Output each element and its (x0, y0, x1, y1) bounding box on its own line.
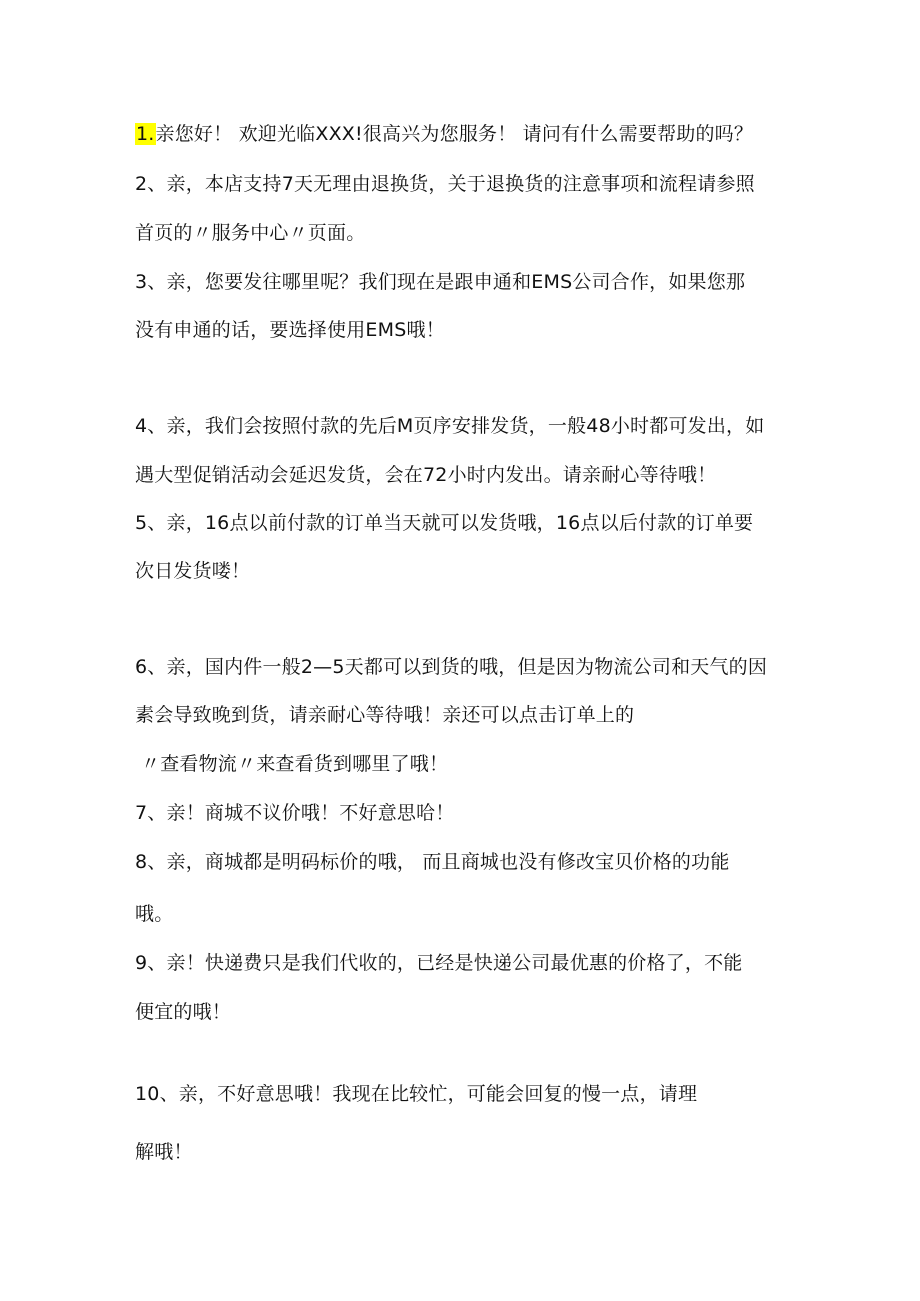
item-3-line-1: 3、亲，您要发往哪里呢？我们现在是跟申通和EMS公司合作，如果您那 (135, 271, 746, 293)
item-6-line-2: 素会导致晚到货，请亲耐心等待哦！亲还可以点击订单上的 (135, 704, 635, 726)
item-1-text: 亲您好！ 欢迎光临XXX!很高兴为您服务！ 请问有什么需要帮助的吗？ (155, 123, 754, 145)
item-6-line-3: 〃查看物流〃来查看货到哪里了哦！ (141, 753, 449, 775)
item-5-line-1: 5、亲，16点以前付款的订单当天就可以发货哦，16点以后付款的订单要 (135, 512, 754, 534)
item-9-line-1: 9、亲！快递费只是我们代收的，已经是快递公司最优惠的价格了，不能 (135, 952, 743, 974)
item-2-line-2: 首页的〃服务中心〃页面。 (135, 222, 366, 244)
item-1-highlighted-number: 1. (136, 123, 155, 145)
item-1-line-1 (135, 122, 753, 146)
item-5-line-2: 次日发货喽！ (135, 560, 251, 582)
item-4-line-2: 遇大型促销活动会延迟发货，会在72小时内发出。请亲耐心等待哦！ (135, 464, 717, 486)
item-10-line-1: 10、亲，不好意思哦！我现在比较忙，可能会回复的慢一点，请理 (135, 1083, 698, 1105)
item-2-line-1: 2、亲，本店支持7天无理由退换货，关于退换货的注意事项和流程请参照 (135, 173, 755, 195)
item-10-line-2: 解哦！ (135, 1141, 193, 1163)
item-7-line-1: 7、亲！商城不议价哦！不好意思哈！ (135, 802, 455, 824)
item-8-line-1: 8、亲，商城都是明码标价的哦， 而且商城也没有修改宝贝价格的功能 (135, 851, 730, 873)
item-4-line-1: 4、亲，我们会按照付款的先后M页序安排发货，一般48小时都可发出，如 (135, 415, 765, 437)
item-9-line-2: 便宜的哦！ (135, 1001, 232, 1023)
item-6-line-1: 6、亲，国内件一般2—5天都可以到货的哦，但是因为物流公司和天气的因 (135, 656, 768, 678)
item-3-line-2: 没有申通的话，要选择使用EMS哦！ (135, 319, 445, 341)
item-8-line-2: 哦。 (135, 903, 174, 925)
